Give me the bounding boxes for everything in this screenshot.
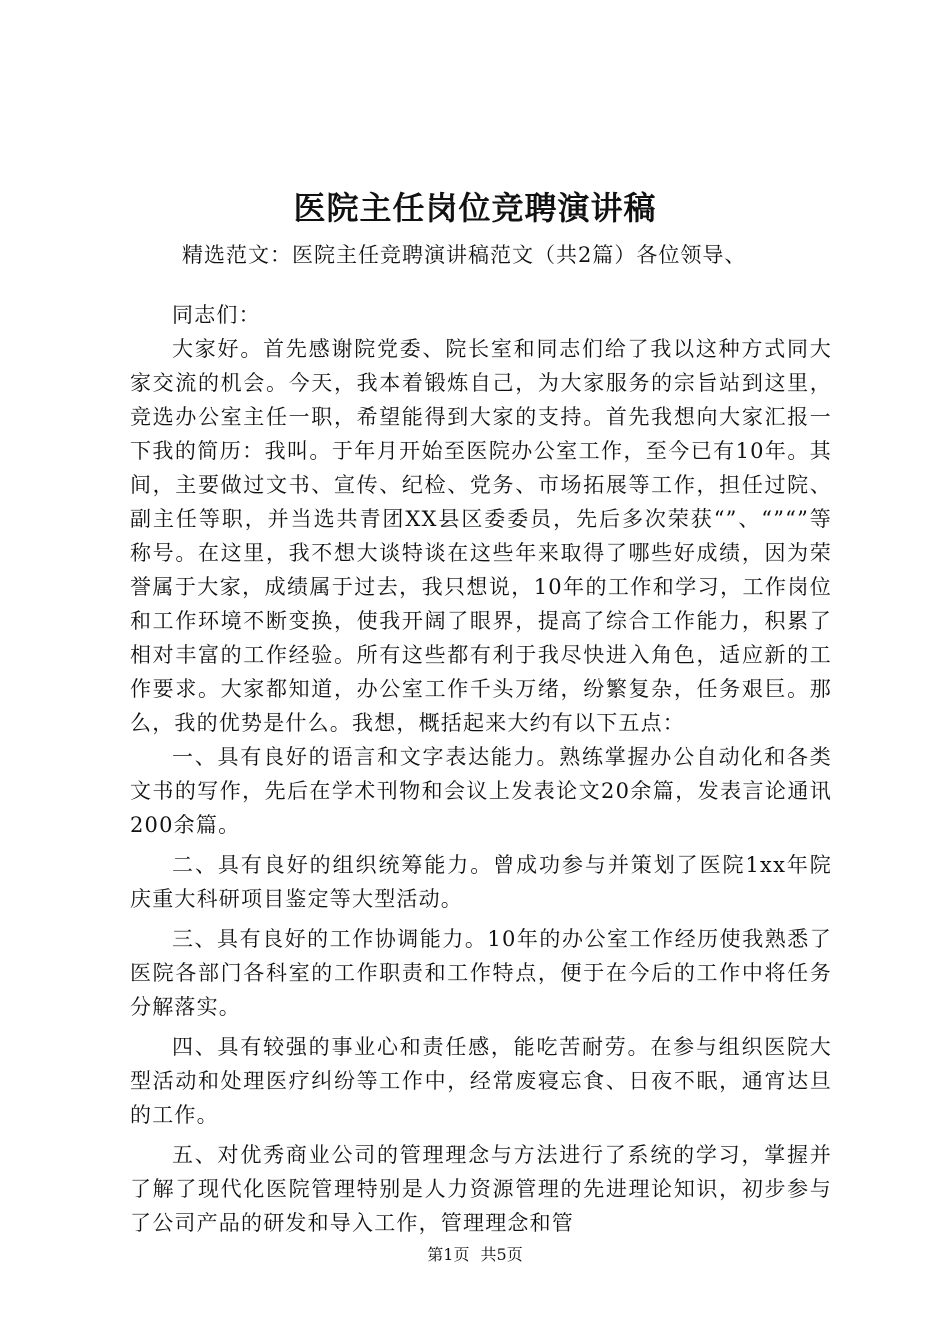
page-total: 共5页 — [480, 1245, 523, 1264]
paragraph-intro: 大家好。首先感谢院党委、院长室和同志们给了我以这种方式同大家交流的机会。今天，我本着锻炼自己，为大家服务的宗旨站到这里，竞选办公室主任一职，希望能得到大家的支持。首先我想向大家汇报一下我的简历：我叫。于年月开始至医院办公室工作，至今已有10年。其间，主要做过文书、宣传、纪检、党务、市场拓展等工作，担任过院、副主任等职，并当选共青团XX县区委委员，先后多次荣获“”、“”“”等称号。在这里，我不想大谈特谈在这些年来取得了哪些好成绩，因为荣誉属于大家，成绩属于过去，我只想说，10年的工作和学习，工作岗位和工作环境不断变换，使我开阔了眼界，提高了综合工作能力，积累了相对丰富的工作经验。所有这些都有利于我尽快进入角色，适应新的工作要求。大家都知道，办公室工作千头万绪，纷繁复杂，任务艰巨。那么，我的优势是什么。我想，概括起来大约有以下五点： — [130, 337, 832, 735]
paragraph-point-3: 三、具有良好的工作协调能力。10年的办公室工作经历使我熟悉了医院各部门各科室的工作职责和工作特点，便于在今后的工作中将任务分解落实。 — [130, 927, 832, 1019]
paragraph-point-4: 四、具有较强的事业心和责任感，能吃苦耐劳。在参与组织医院大型活动和处理医疗纠纷等工作中，经常废寝忘食、日夜不眠，通宵达旦的工作。 — [130, 1035, 832, 1127]
paragraph-point-1: 一、具有良好的语言和文字表达能力。熟练掌握办公自动化和各类文书的写作，先后在学术刊物和会议上发表论文20余篇，发表言论通讯200余篇。 — [130, 745, 832, 837]
page-footer — [0, 1244, 950, 1266]
salutation: 同志们： — [172, 303, 261, 327]
paragraph-point-5: 五、对优秀商业公司的管理理念与方法进行了系统的学习，掌握并了解了现代化医院管理特别是人力资源管理的先进理论知识，初步参与了公司产品的研发和导入工作，管理理念和管 — [130, 1143, 832, 1235]
page-number: 第1页 — [427, 1245, 470, 1264]
document-body — [130, 298, 832, 1240]
document-subtitle: 精选范文：医院主任竞聘演讲稿范文（共2篇）各位领导、 — [182, 243, 747, 267]
document-title: 医院主任岗位竞聘演讲稿 — [293, 189, 657, 227]
paragraph-point-2: 二、具有良好的组织统筹能力。曾成功参与并策划了医院1xx年院庆重大科研项目鉴定等大型活动。 — [130, 853, 832, 911]
